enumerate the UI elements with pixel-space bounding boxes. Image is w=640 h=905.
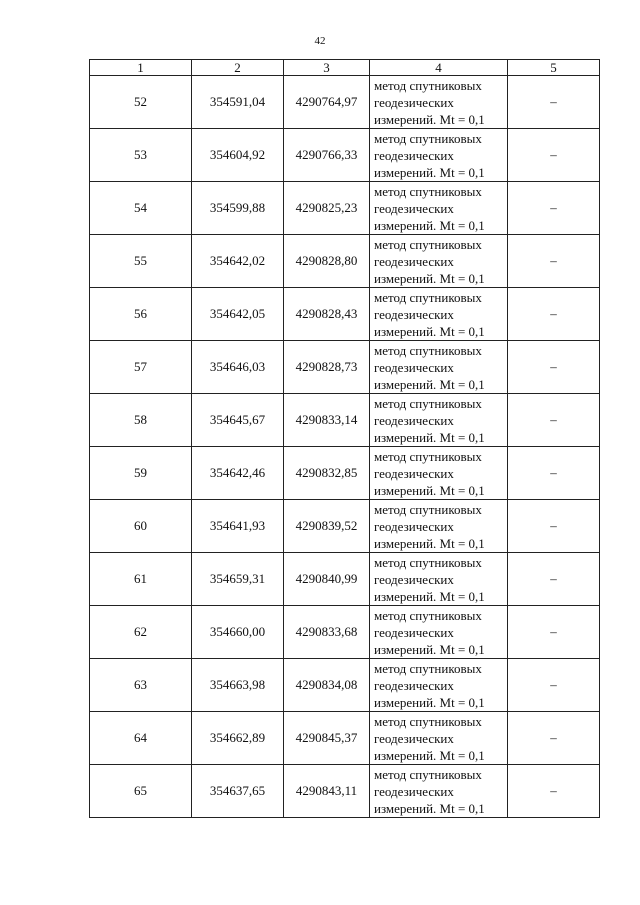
- method-cell: [370, 129, 508, 182]
- point-number-cell: 57: [90, 341, 192, 394]
- note-cell: –: [508, 394, 600, 447]
- method-line: геодезических: [374, 730, 454, 746]
- note-cell: –: [508, 712, 600, 765]
- y-coordinate-cell: 4290834,08: [284, 659, 370, 712]
- method-line: геодезических: [374, 94, 454, 110]
- method-line: измерений. Mt = 0,1: [374, 429, 485, 445]
- method-line: метод спутниковых: [374, 77, 482, 93]
- table-row: [90, 341, 600, 394]
- method-line: геодезических: [374, 677, 454, 693]
- table-row: [90, 182, 600, 235]
- method-line: метод спутниковых: [374, 289, 482, 305]
- method-line: геодезических: [374, 253, 454, 269]
- method-line: геодезических: [374, 147, 454, 163]
- y-coordinate-cell: 4290825,23: [284, 182, 370, 235]
- coordinates-table: [89, 59, 600, 818]
- method-line: метод спутниковых: [374, 342, 482, 358]
- page-number: 42: [314, 35, 326, 47]
- point-number-cell: 60: [90, 500, 192, 553]
- header-col-4: 4: [370, 60, 508, 76]
- method-cell: [370, 447, 508, 500]
- x-coordinate-cell: 354642,46: [192, 447, 284, 500]
- note-cell: –: [508, 553, 600, 606]
- point-number-cell: 65: [90, 765, 192, 818]
- method-cell: [370, 76, 508, 129]
- method-line: метод спутниковых: [374, 501, 482, 517]
- table-row: [90, 394, 600, 447]
- table-row: [90, 606, 600, 659]
- method-line: измерений. Mt = 0,1: [374, 111, 485, 127]
- method-line: метод спутниковых: [374, 766, 482, 782]
- method-line: метод спутниковых: [374, 660, 482, 676]
- method-line: измерений. Mt = 0,1: [374, 535, 485, 551]
- note-cell: –: [508, 606, 600, 659]
- table-row: [90, 129, 600, 182]
- method-cell: [370, 659, 508, 712]
- method-cell: [370, 553, 508, 606]
- table-body: [90, 76, 600, 818]
- method-line: измерений. Mt = 0,1: [374, 376, 485, 392]
- x-coordinate-cell: 354599,88: [192, 182, 284, 235]
- x-coordinate-cell: 354662,89: [192, 712, 284, 765]
- note-cell: –: [508, 500, 600, 553]
- y-coordinate-cell: 4290843,11: [284, 765, 370, 818]
- header-col-2: 2: [192, 60, 284, 76]
- table-row: [90, 765, 600, 818]
- y-coordinate-cell: 4290766,33: [284, 129, 370, 182]
- method-line: метод спутниковых: [374, 448, 482, 464]
- table-row: [90, 500, 600, 553]
- x-coordinate-cell: 354660,00: [192, 606, 284, 659]
- y-coordinate-cell: 4290828,73: [284, 341, 370, 394]
- method-line: измерений. Mt = 0,1: [374, 800, 485, 816]
- y-coordinate-cell: 4290764,97: [284, 76, 370, 129]
- note-cell: –: [508, 447, 600, 500]
- method-line: измерений. Mt = 0,1: [374, 641, 485, 657]
- table-row: [90, 553, 600, 606]
- method-line: метод спутниковых: [374, 395, 482, 411]
- y-coordinate-cell: 4290839,52: [284, 500, 370, 553]
- method-cell: [370, 288, 508, 341]
- point-number-cell: 63: [90, 659, 192, 712]
- header-col-3: 3: [284, 60, 370, 76]
- point-number-cell: 59: [90, 447, 192, 500]
- y-coordinate-cell: 4290828,80: [284, 235, 370, 288]
- y-coordinate-cell: 4290832,85: [284, 447, 370, 500]
- x-coordinate-cell: 354646,03: [192, 341, 284, 394]
- table-row: [90, 659, 600, 712]
- method-line: измерений. Mt = 0,1: [374, 588, 485, 604]
- point-number-cell: 58: [90, 394, 192, 447]
- method-line: измерений. Mt = 0,1: [374, 694, 485, 710]
- point-number-cell: 62: [90, 606, 192, 659]
- note-cell: –: [508, 76, 600, 129]
- point-number-cell: 64: [90, 712, 192, 765]
- method-line: метод спутниковых: [374, 236, 482, 252]
- point-number-cell: 55: [90, 235, 192, 288]
- method-line: метод спутниковых: [374, 607, 482, 623]
- table-header: [90, 60, 600, 76]
- note-cell: –: [508, 129, 600, 182]
- table-row: [90, 235, 600, 288]
- method-line: геодезических: [374, 783, 454, 799]
- y-coordinate-cell: 4290840,99: [284, 553, 370, 606]
- method-cell: [370, 182, 508, 235]
- header-col-1: 1: [90, 60, 192, 76]
- method-cell: [370, 712, 508, 765]
- method-line: измерений. Mt = 0,1: [374, 217, 485, 233]
- method-line: геодезических: [374, 624, 454, 640]
- note-cell: –: [508, 765, 600, 818]
- method-line: геодезических: [374, 412, 454, 428]
- point-number-cell: 54: [90, 182, 192, 235]
- note-cell: –: [508, 341, 600, 394]
- note-cell: –: [508, 288, 600, 341]
- y-coordinate-cell: 4290845,37: [284, 712, 370, 765]
- header-row: [90, 60, 600, 76]
- table-row: [90, 288, 600, 341]
- x-coordinate-cell: 354641,93: [192, 500, 284, 553]
- x-coordinate-cell: 354645,67: [192, 394, 284, 447]
- note-cell: –: [508, 235, 600, 288]
- method-line: геодезических: [374, 359, 454, 375]
- method-line: метод спутниковых: [374, 183, 482, 199]
- method-cell: [370, 394, 508, 447]
- point-number-cell: 61: [90, 553, 192, 606]
- method-cell: [370, 606, 508, 659]
- method-line: метод спутниковых: [374, 130, 482, 146]
- x-coordinate-cell: 354591,04: [192, 76, 284, 129]
- point-number-cell: 53: [90, 129, 192, 182]
- method-line: геодезических: [374, 518, 454, 534]
- method-line: измерений. Mt = 0,1: [374, 270, 485, 286]
- method-cell: [370, 500, 508, 553]
- x-coordinate-cell: 354642,02: [192, 235, 284, 288]
- x-coordinate-cell: 354604,92: [192, 129, 284, 182]
- x-coordinate-cell: 354663,98: [192, 659, 284, 712]
- table-row: [90, 76, 600, 129]
- y-coordinate-cell: 4290833,68: [284, 606, 370, 659]
- point-number-cell: 52: [90, 76, 192, 129]
- method-line: геодезических: [374, 571, 454, 587]
- method-line: измерений. Mt = 0,1: [374, 747, 485, 763]
- point-number-cell: 56: [90, 288, 192, 341]
- method-cell: [370, 235, 508, 288]
- method-line: измерений. Mt = 0,1: [374, 482, 485, 498]
- x-coordinate-cell: 354642,05: [192, 288, 284, 341]
- table-row: [90, 712, 600, 765]
- method-line: геодезических: [374, 200, 454, 216]
- y-coordinate-cell: 4290828,43: [284, 288, 370, 341]
- method-line: геодезических: [374, 306, 454, 322]
- x-coordinate-cell: 354637,65: [192, 765, 284, 818]
- method-line: метод спутниковых: [374, 713, 482, 729]
- x-coordinate-cell: 354659,31: [192, 553, 284, 606]
- y-coordinate-cell: 4290833,14: [284, 394, 370, 447]
- method-line: метод спутниковых: [374, 554, 482, 570]
- method-line: измерений. Mt = 0,1: [374, 323, 485, 339]
- note-cell: –: [508, 659, 600, 712]
- note-cell: –: [508, 182, 600, 235]
- method-cell: [370, 341, 508, 394]
- method-line: измерений. Mt = 0,1: [374, 164, 485, 180]
- method-cell: [370, 765, 508, 818]
- table-row: [90, 447, 600, 500]
- header-col-5: 5: [508, 60, 600, 76]
- method-line: геодезических: [374, 465, 454, 481]
